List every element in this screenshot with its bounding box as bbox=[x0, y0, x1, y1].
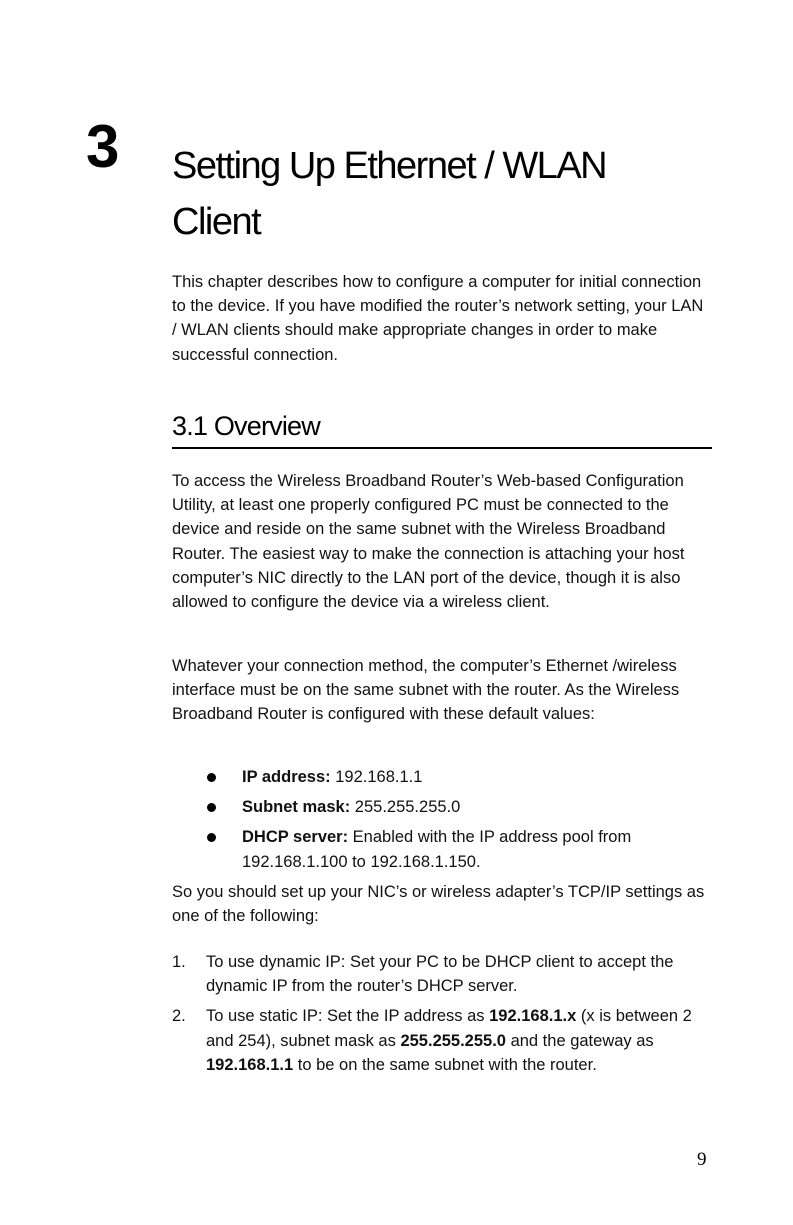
chapter-title bbox=[172, 138, 732, 250]
subnet-mask-label: Subnet mask: bbox=[242, 798, 351, 817]
step-text: (x is between 2 and 254), subnet mask as bbox=[206, 1007, 692, 1050]
step-text: and the gateway as bbox=[505, 1031, 654, 1050]
dhcp-server-value: Enabled with the IP address pool from 192.168.1.100 to 192.168.1.150. bbox=[242, 828, 632, 871]
subnet-mask-value: 255.255.255.0 bbox=[400, 1031, 506, 1050]
chapter-title-line-1: Setting Up Ethernet / WLAN bbox=[172, 145, 607, 187]
step-number: 1. bbox=[172, 953, 186, 971]
step-text: To use dynamic IP: Set your PC to be DHCP client to accept the dynamic IP from the router’s DHCP server. bbox=[206, 953, 674, 996]
bullet-icon bbox=[207, 833, 216, 842]
ip-address-value: 192.168.1.1 bbox=[330, 768, 423, 786]
list-item bbox=[172, 1004, 712, 1077]
overview-paragraph-3: So you should set up your NIC’s or wireless adapter’s TCP/IP settings as one of the following: bbox=[172, 883, 705, 926]
list-item bbox=[196, 825, 716, 873]
list-item bbox=[196, 795, 716, 819]
page-number: 9 bbox=[697, 1149, 707, 1170]
list-item bbox=[196, 765, 716, 789]
overview-paragraph-1: To access the Wireless Broadband Router’s Web-based Configuration Utility, at least one properly configured PC must be connected to the device and reside on the same subnet with the Wireless Broadband Router. The easiest way to make the connection is attaching your host computer’s NIC directly to the LAN port of the device, though it is also allowed to configure the device via a wireless client. bbox=[172, 472, 685, 612]
bullet-icon bbox=[207, 773, 216, 782]
dhcp-server-label: DHCP server: bbox=[242, 828, 349, 847]
overview-paragraph-2: Whatever your connection method, the computer’s Ethernet /wireless interface must be on the same subnet with the router. As the Wireless Broadband Router is configured with these default values: bbox=[172, 657, 680, 724]
intro-paragraph: This chapter describes how to configure a computer for initial connection to the device. If you have modified the router’s network setting, your LAN / WLAN clients should make appropriate changes in order to make successful connection. bbox=[172, 273, 704, 364]
section-heading: 3.1 Overview bbox=[172, 408, 712, 449]
setup-steps-list bbox=[172, 950, 712, 1083]
static-ip-value: 192.168.1.x bbox=[489, 1007, 577, 1026]
step-number: 2. bbox=[172, 1007, 186, 1026]
bullet-icon bbox=[207, 803, 216, 812]
step-text: to be on the same subnet with the router. bbox=[293, 1055, 597, 1074]
list-item bbox=[172, 950, 712, 998]
chapter-title-line-2: Client bbox=[172, 201, 261, 243]
step-text: To use static IP: Set the IP address as bbox=[206, 1007, 490, 1026]
gateway-value: 192.168.1.1 bbox=[206, 1055, 294, 1074]
subnet-mask-value: 255.255.255.0 bbox=[350, 798, 461, 817]
default-values-list bbox=[196, 765, 716, 880]
chapter-number: 3 bbox=[86, 113, 120, 180]
ip-address-label: IP address: bbox=[242, 768, 331, 786]
